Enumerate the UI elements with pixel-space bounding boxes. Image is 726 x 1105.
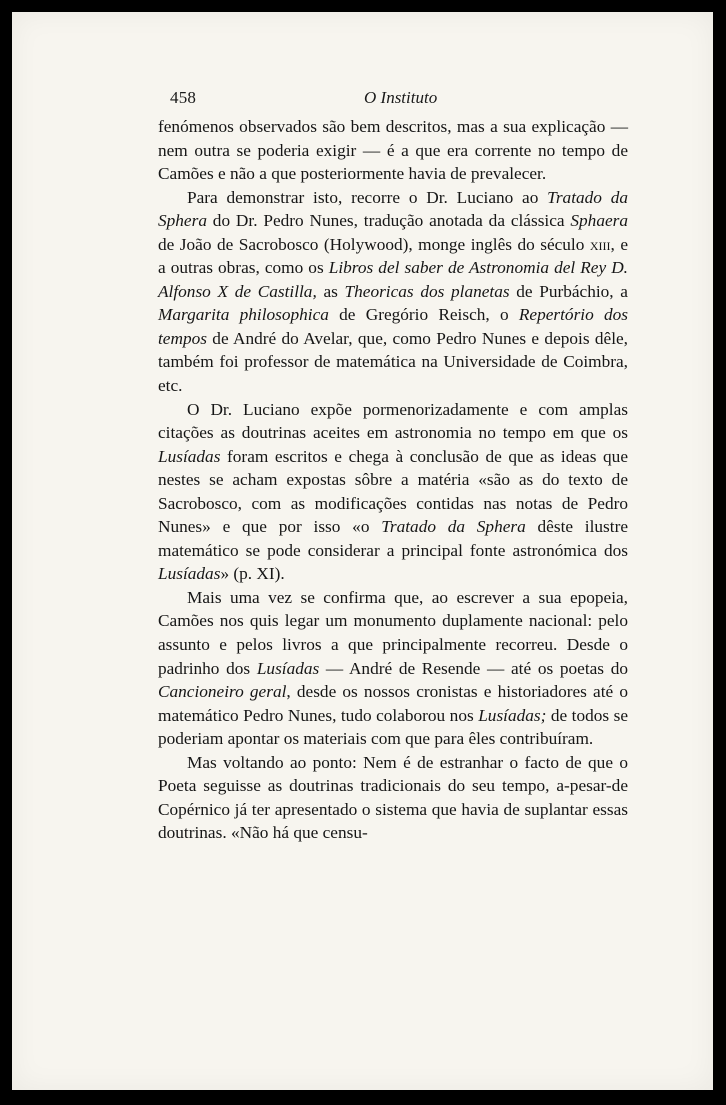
paragraph-tratado-da-sphera bbox=[158, 186, 628, 398]
running-title: O Instituto bbox=[364, 88, 438, 107]
text-run: fenómenos observados são bem descritos, mas a sua explicação — nem outra se poderia exigir — é a que era corrente no tempo de Camões e não a que posteriormente havia de prevalecer. bbox=[158, 117, 628, 184]
italic-title: Libros del saber de Astronomia del Rey D. Alfonso X de Castilla, bbox=[158, 258, 629, 301]
italic-title: Margarita philosophica bbox=[158, 305, 329, 325]
paragraph-continued bbox=[158, 115, 628, 186]
page-number: 458 bbox=[170, 88, 197, 107]
text-run: O Dr. Luciano expõe pormenorizadamente e com amplas citações as doutrinas aceites em astronomia no tempo em que os bbox=[158, 399, 628, 443]
text-run: do Dr. Pedro Nunes, tradução anotada da clássica bbox=[206, 211, 571, 231]
italic-title: Lusíadas bbox=[158, 564, 221, 584]
text-run: Para demonstrar isto, recorre o Dr. Luciano ao bbox=[187, 187, 548, 207]
page-header bbox=[170, 88, 640, 112]
text-run: Mas voltando ao ponto: Nem é de estranhar o facto de que o Poeta seguisse as doutrinas tradicionais do seu tempo, a-pesar-de Copérnico já ter apresentado o sistema que havia de suplantar essas doutrinas. «Não há que censu- bbox=[158, 752, 628, 843]
text-run: de Purbáchio, a bbox=[509, 281, 628, 301]
text-run: de Gregório Reisch, o bbox=[328, 305, 519, 325]
text-run: de João de Sacrobosco (Holywood), monge inglês do século bbox=[158, 234, 590, 254]
italic-title: Repertório dos tempos bbox=[158, 305, 628, 348]
italic-title: Lusíadas bbox=[158, 446, 221, 466]
text-run: foram escritos e chega à conclusão de que as ideas que nestes se acham expostas sôbre a matéria «são as do texto de Sacrobosco, com as modificações contidas nas notas de Pedro Nunes» e que por isso «o bbox=[158, 446, 628, 537]
text-run: de André do Avelar, que, como Pedro Nunes e depois dêle, também foi professor de matemática na Universidade de Coimbra, etc. bbox=[158, 328, 628, 396]
text-run: de todos se poderiam apontar os materiais com que para êles contribuíram. bbox=[158, 705, 629, 749]
italic-title: Sphaera bbox=[570, 211, 628, 231]
text-run: , e a outras obras, como os bbox=[158, 234, 628, 278]
italic-title: Theoricas dos planetas bbox=[344, 281, 510, 301]
body-text bbox=[158, 115, 628, 845]
text-run: dêste ilustre matemático se pode considerar a principal fonte astronómica dos bbox=[158, 517, 628, 560]
italic-title: Tratado da Sphera bbox=[381, 517, 526, 537]
paragraph-monumento-nacional bbox=[158, 586, 628, 751]
paragraph-doutrinas-astronomia bbox=[158, 398, 628, 586]
roman-numeral: xiii bbox=[589, 234, 611, 254]
italic-title: Lusíadas bbox=[256, 658, 320, 678]
paragraph-copernico bbox=[158, 751, 628, 845]
text-run: Mais uma vez se confirma que, ao escrever a sua epopeia, Camões nos quis legar um monumento duplamente nacional: pelo assunto e pelos livros a que principalmente recorreu. Desde o padrinho dos bbox=[158, 587, 628, 678]
text-run: as bbox=[316, 281, 345, 301]
italic-title: Tratado da Sphera bbox=[158, 187, 628, 231]
italic-title: Cancioneiro geral bbox=[158, 682, 287, 702]
text-run: — André de Resende — até os poetas do bbox=[319, 658, 628, 678]
text-run: » (p. XI). bbox=[220, 564, 285, 584]
text-run: , desde os nossos cronistas e historiadores até o matemático Pedro Nunes, tudo colaborou nos bbox=[158, 682, 628, 725]
italic-title: Lusíadas; bbox=[478, 705, 547, 725]
